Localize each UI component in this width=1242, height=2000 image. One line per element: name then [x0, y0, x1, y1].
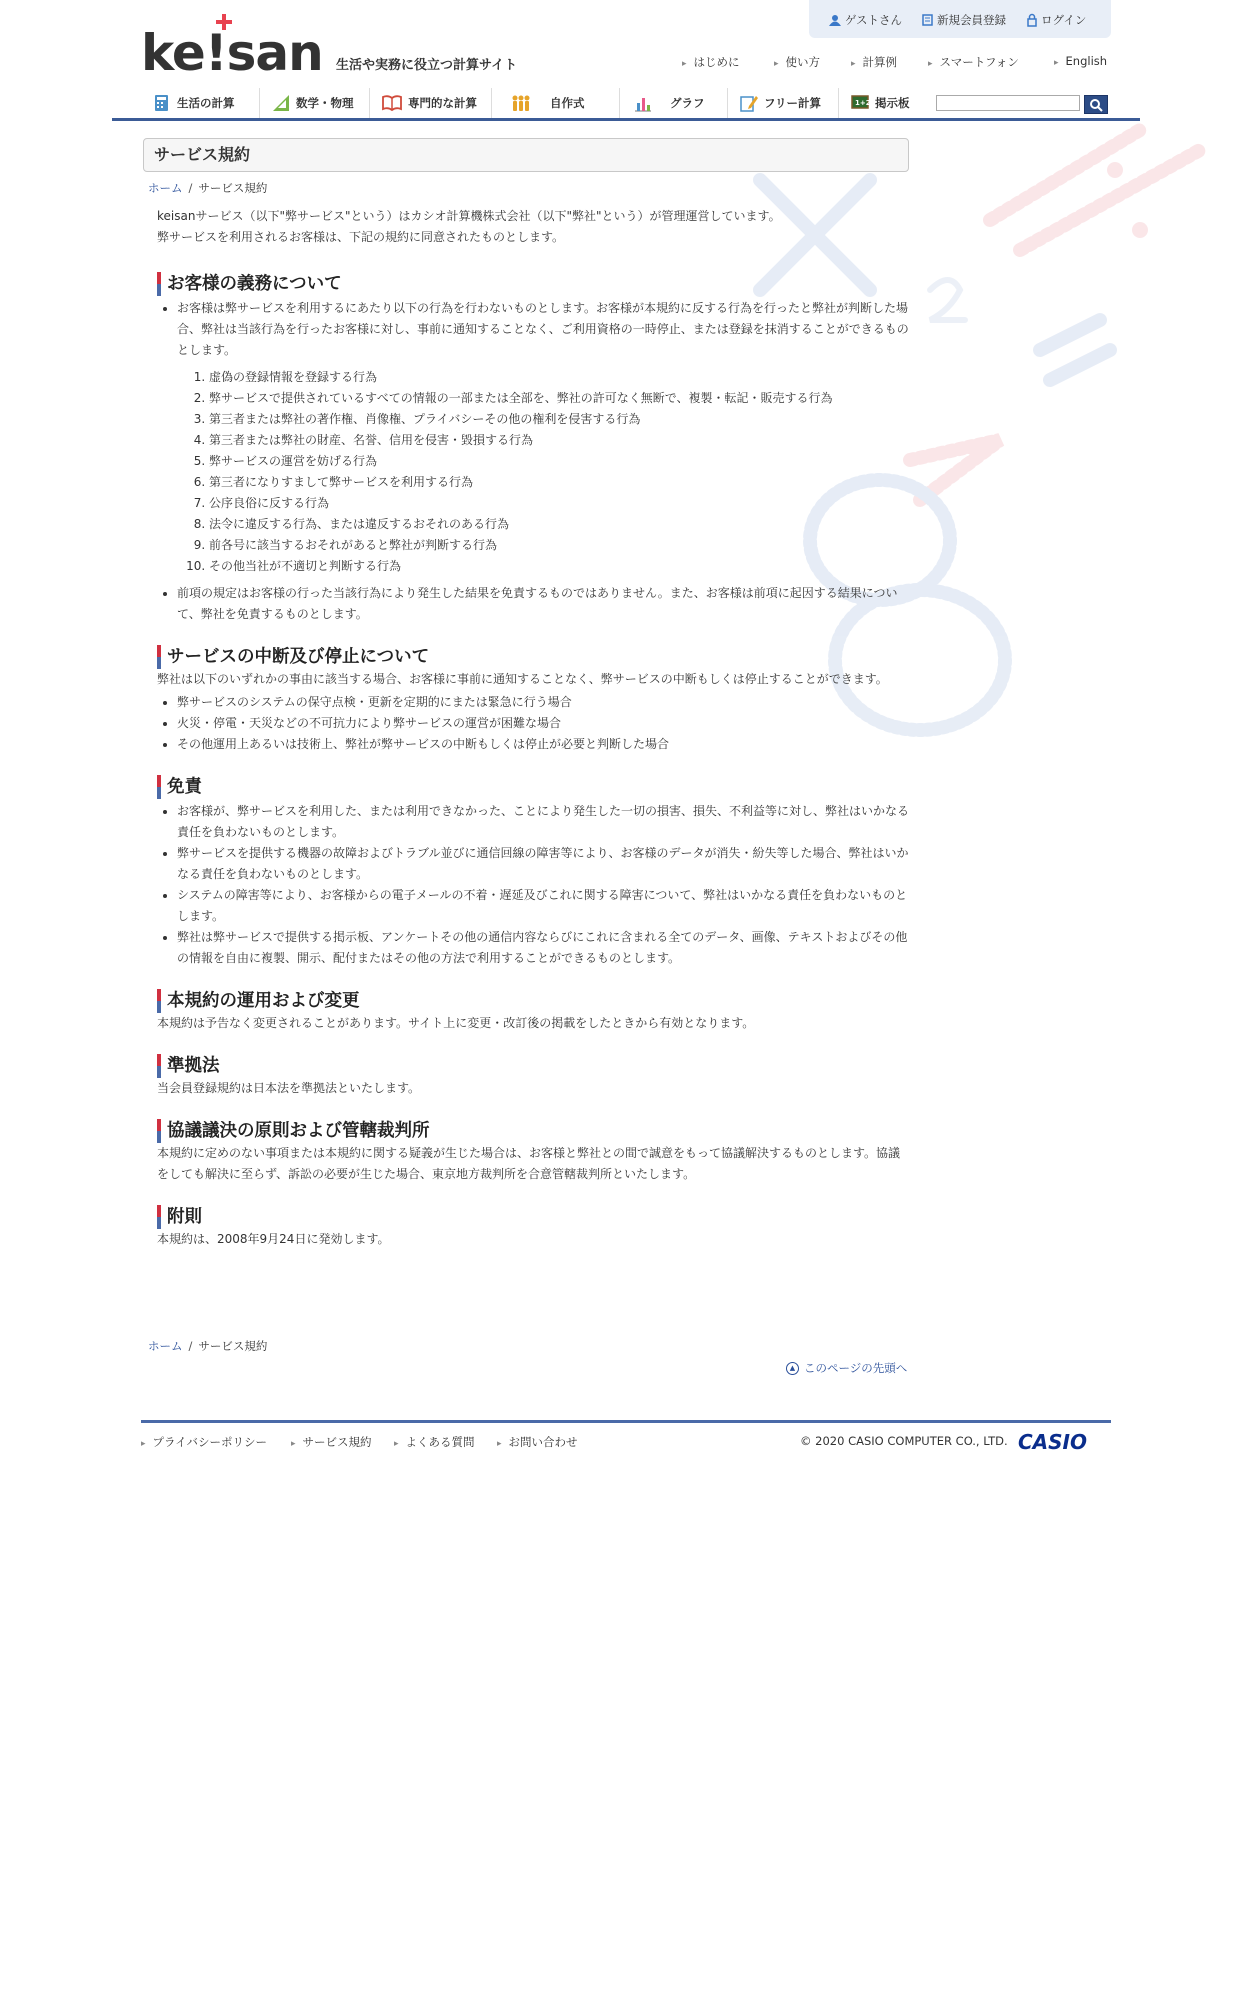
suspension-item: • 弊サービスのシステムの保守点検・更新を定期的にまたは緊急に行う場合	[177, 692, 909, 713]
search-input[interactable]	[936, 95, 1080, 111]
search-icon	[1089, 98, 1103, 112]
breadcrumb-bottom-home[interactable]: ホーム	[148, 1339, 183, 1353]
breadcrumb-bottom-current: サービス規約	[198, 1339, 268, 1353]
supplementary-text: 本規約は、2008年9月24日に発効します。	[157, 1232, 390, 1246]
calculator-icon	[153, 94, 171, 112]
duty-bullet-2: • 前項の規定はお客様の行った当該行為により発生した結果を免責するものではありません。また、お客様は前項に起因する結果について、弊社を免責するものとします。	[177, 583, 909, 625]
guest-label: ゲストさん	[845, 13, 903, 27]
logo-text: ke!san	[141, 24, 323, 82]
guest-greeting	[829, 12, 902, 28]
blackboard-icon	[851, 95, 869, 111]
prohibited-item: 5. 弊サービスの運営を妨げる行為	[209, 451, 909, 472]
book-icon	[382, 95, 402, 111]
keisan-logo[interactable]	[141, 12, 323, 82]
back-to-top-link[interactable]	[786, 1360, 907, 1376]
prohibited-item: 4. 第三者または弊社の財産、名誉、信用を侵害・毀損する行為	[209, 430, 909, 451]
breadcrumb-bottom-separator: /	[188, 1339, 193, 1353]
user-icon	[829, 14, 841, 26]
footer-link-contact[interactable]: ▸ お問い合わせ	[497, 1434, 578, 1450]
nav-user-formula-label: 自作式	[550, 96, 585, 110]
duty-bullet-1	[177, 298, 909, 577]
copyright: © 2020 CASIO COMPUTER CO., LTD.	[800, 1434, 1008, 1448]
nav-graph[interactable]	[620, 88, 728, 118]
register-icon	[922, 14, 933, 26]
search-button[interactable]	[1084, 95, 1108, 114]
nav-underline	[112, 118, 1140, 121]
people-icon	[510, 94, 532, 112]
nav-math-physics-label: 数学・物理	[296, 96, 354, 110]
user-bar	[809, 0, 1111, 38]
pencil-paper-icon	[740, 94, 758, 112]
terms-content	[157, 206, 909, 1250]
back-to-top-label: このページの先頭へ	[804, 1361, 908, 1375]
page-title: サービス規約	[154, 145, 251, 164]
footer-link-terms[interactable]: ▸ サービス規約	[291, 1434, 372, 1450]
court-text: 本規約に定めのない事項または本規約に関する疑義が生じた場合は、お客様と弊社との間で誠意をもって協議解決するものとします。協議をしても解決に至らず、訴訟の必要が生じた場合、東京地方裁判所を合意管轄裁判所といたします。	[157, 1146, 901, 1181]
prohibited-item: 9. 前各号に該当するおそれがあると弊社が判断する行為	[209, 535, 909, 556]
breadcrumb-bottom	[148, 1338, 267, 1354]
bar-chart-icon	[634, 94, 652, 112]
nav-free-calc[interactable]	[728, 88, 839, 118]
section-heading-changes: 本規約の運用および変更	[157, 989, 909, 1013]
disclaimer-list	[157, 801, 909, 969]
suspension-list	[157, 692, 909, 755]
changes-text: 本規約は予告なく変更されることがあります。サイト上に変更・改訂後の掲載をしたときから有効となります。	[157, 1016, 755, 1030]
nav-user-formula[interactable]	[492, 88, 620, 118]
section-heading-law: 準拠法	[157, 1054, 909, 1078]
nav-free-calc-label: フリー計算	[764, 96, 822, 110]
top-link-examples[interactable]: ▸ 計算例	[851, 54, 897, 70]
login-link[interactable]	[1027, 12, 1086, 28]
login-label: ログイン	[1041, 13, 1087, 27]
duty-bullet-1-text: お客様は弊サービスを利用するにあたり以下の行為を行わないものとします。お客様が本規約に反する行為を行ったと弊社が判断した場合、弊社は当該行為を行ったお客様に対し、事前に通知することなく、ご利用資格の一時停止、または登録を抹消することができるものとします。	[177, 301, 909, 357]
site-tagline: 生活や実務に役立つ計算サイト	[336, 58, 518, 73]
page-title-box	[143, 138, 909, 172]
suspension-text: 弊社は以下のいずれかの事由に該当する場合、お客様に事前に通知することなく、弊サービスの中断もしくは停止することができます。	[157, 672, 888, 686]
top-link-intro[interactable]: ▸ はじめに	[682, 54, 740, 70]
section-heading-duty: お客様の義務について	[157, 272, 909, 296]
register-link[interactable]	[922, 12, 1006, 28]
section-heading-supplementary: 附則	[157, 1205, 909, 1229]
top-link-smartphone[interactable]: ▸ スマートフォン	[928, 54, 1019, 70]
breadcrumb-current: サービス規約	[198, 181, 268, 195]
disclaimer-item: • 弊サービスを提供する機器の故障およびトラブル並びに通信回線の障害等により、お客様のデータが消失・紛失等した場合、弊社はいかなる責任を負わないものとします。	[177, 843, 909, 885]
footer-divider	[141, 1420, 1111, 1423]
nav-professional-label: 専門的な計算	[408, 96, 477, 110]
law-text: 当会員登録規約は日本法を準拠法といたします。	[157, 1081, 421, 1095]
intro-line-2: 弊サービスを利用されるお客様は、下記の規約に同意されたものとします。	[157, 230, 565, 244]
section-heading-disclaimer: 免責	[157, 775, 909, 799]
disclaimer-item: • システムの障害等により、お客様からの電子メールの不着・遅延及びこれに関する障害について、弊社はいかなる責任を負わないものとします。	[177, 885, 909, 927]
top-link-english[interactable]: ▸ English	[1054, 54, 1107, 68]
footer-link-faq[interactable]: ▸ よくある質問	[394, 1434, 475, 1450]
arrow-up-icon: ▲	[786, 1362, 799, 1375]
prohibited-item: 3. 第三者または弊社の著作権、肖像権、プライバシーその他の権利を侵害する行為	[209, 409, 909, 430]
intro-line-1: keisanサービス（以下"弊サービス"という）はカシオ計算機株式会社（以下"弊社"という）が管理運営しています。	[157, 209, 781, 223]
nav-life-calc[interactable]	[141, 88, 260, 118]
svg-text:1+2: 1+2	[855, 99, 871, 107]
prohibited-acts-list	[177, 367, 909, 577]
footer-link-privacy[interactable]: ▸ プライバシーポリシー	[141, 1434, 267, 1450]
nav-board[interactable]	[839, 88, 919, 118]
disclaimer-item: • 弊社は弊サービスで提供する掲示板、アンケートその他の通信内容ならびにこれに含まれる全てのデータ、画像、テキストおよびその他の情報を自由に複製、開示、配付またはその他の方法で利用することができるものとします。	[177, 927, 909, 969]
prohibited-item: 10. その他当社が不適切と判断する行為	[209, 556, 909, 577]
nav-life-calc-label: 生活の計算	[177, 96, 235, 110]
nav-professional[interactable]	[370, 88, 492, 118]
register-label: 新規会員登録	[937, 13, 1006, 27]
nav-math-physics[interactable]	[260, 88, 370, 118]
prohibited-item: 6. 第三者になりすまして弊サービスを利用する行為	[209, 472, 909, 493]
lock-icon	[1027, 14, 1037, 26]
casio-logo[interactable]: CASIO	[1018, 1430, 1088, 1454]
prohibited-item: 7. 公序良俗に反する行為	[209, 493, 909, 514]
prohibited-item: 8. 法令に違反する行為、または違反するおそれのある行為	[209, 514, 909, 535]
breadcrumb-home[interactable]: ホーム	[148, 181, 183, 195]
breadcrumb	[148, 180, 267, 196]
section-heading-suspension: サービスの中断及び停止について	[157, 645, 909, 669]
section-heading-court: 協議議決の原則および管轄裁判所	[157, 1119, 909, 1143]
top-link-howto[interactable]: ▸ 使い方	[774, 54, 820, 70]
disclaimer-item: • お客様が、弊サービスを利用した、または利用できなかった、ことにより発生した一切の損害、損失、不利益等に対し、弊社はいかなる責任を負わないものとします。	[177, 801, 909, 843]
duty-list	[157, 298, 909, 625]
nav-graph-label: グラフ	[670, 96, 705, 110]
suspension-item: • 火災・停電・天災などの不可抗力により弊サービスの運営が困難な場合	[177, 713, 909, 734]
prohibited-item: 2. 弊サービスで提供されているすべての情報の一部または全部を、弊社の許可なく無断で、複製・転記・販売する行為	[209, 388, 909, 409]
suspension-item: • その他運用上あるいは技術上、弊社が弊サービスの中断もしくは停止が必要と判断した場合	[177, 734, 909, 755]
ruler-triangle-icon	[272, 94, 290, 112]
nav-board-label: 掲示板	[875, 96, 910, 110]
breadcrumb-separator: /	[188, 181, 193, 195]
prohibited-item: 1. 虚偽の登録情報を登録する行為	[209, 367, 909, 388]
